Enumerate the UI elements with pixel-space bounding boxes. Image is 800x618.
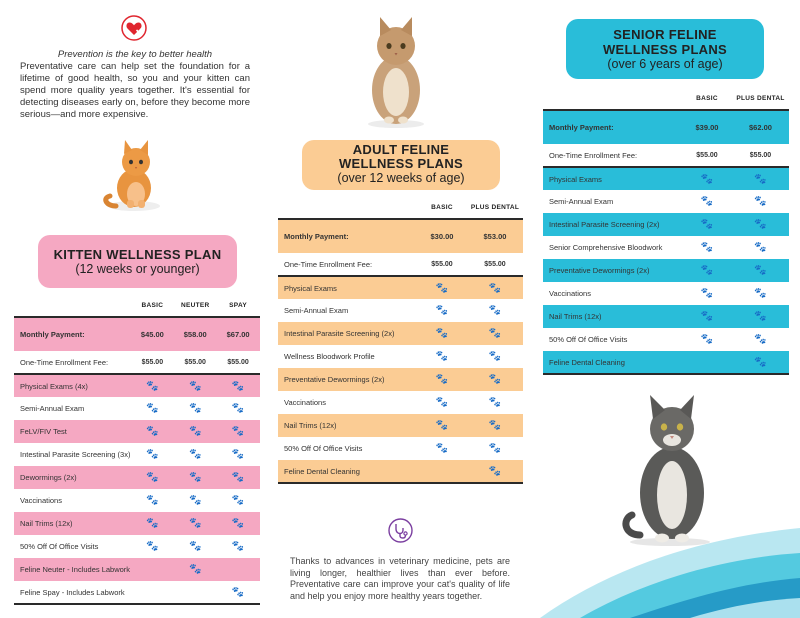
included-cell bbox=[174, 489, 216, 512]
intro-body: Preventative care can help set the foundation for a lifetime of good health, so you and your kitten can spend more quality years together. It's essential for detecting diseases early on, before they become more serious—and more expensive. bbox=[20, 61, 250, 120]
paw-icon: 🐾 bbox=[488, 465, 502, 477]
price-cell: $67.00 bbox=[216, 317, 260, 351]
adult-plan-table bbox=[278, 197, 523, 484]
table-row bbox=[543, 236, 789, 259]
price-cell: $30.00 bbox=[417, 219, 467, 253]
included-cell bbox=[732, 328, 789, 351]
row-label: Wellness Bloodwork Profile bbox=[284, 352, 375, 361]
row-label: Feline Spay - Includes Labwork bbox=[20, 587, 125, 597]
row-label: Preventative Dewormings (2x) bbox=[278, 368, 417, 391]
row-label: Semi-Annual Exam bbox=[549, 197, 614, 206]
paw-icon: 🐾 bbox=[488, 397, 502, 408]
adult-plan-header bbox=[302, 140, 500, 190]
included-cell bbox=[467, 345, 523, 368]
row-label: Feline Neuter - Includes Labwork bbox=[14, 558, 130, 581]
included-cell bbox=[174, 420, 216, 443]
included-cell bbox=[467, 414, 523, 437]
paw-icon: 🐾 bbox=[146, 495, 159, 506]
included-cell bbox=[732, 190, 789, 213]
included-cell bbox=[130, 581, 174, 604]
included-cell bbox=[417, 368, 467, 391]
row-label: 50% Off Of Office Visits bbox=[284, 444, 363, 453]
price-cell: $53.00 bbox=[467, 219, 523, 253]
paw-icon: 🐾 bbox=[189, 403, 202, 414]
price-cell: $55.00 bbox=[227, 358, 249, 366]
paw-icon: 🐾 bbox=[146, 380, 159, 392]
included-cell bbox=[417, 299, 467, 322]
price-cell: $45.00 bbox=[130, 317, 174, 351]
fluffy-cat-illustration bbox=[360, 14, 430, 129]
price-cell: $58.00 bbox=[174, 317, 216, 351]
included-cell bbox=[174, 397, 216, 420]
included-cell bbox=[732, 213, 789, 236]
row-label: Nail Trims (12x) bbox=[543, 305, 682, 328]
included-cell bbox=[174, 535, 216, 558]
row-label: Intestinal Parasite Screening (2x) bbox=[278, 322, 417, 345]
included-cell bbox=[417, 391, 467, 414]
included-cell bbox=[682, 190, 732, 213]
table-row bbox=[543, 259, 789, 282]
row-label: Senior Comprehensive Bloodwork bbox=[549, 243, 663, 252]
table-row bbox=[14, 535, 260, 558]
table-row bbox=[14, 466, 260, 489]
kitten-plan-subtitle: (12 weeks or younger) bbox=[75, 262, 200, 276]
table-row bbox=[14, 558, 260, 581]
row-label: Physical Exams bbox=[543, 167, 682, 190]
column-header: PLUS DENTAL bbox=[736, 95, 785, 102]
price-cell: $55.00 bbox=[696, 151, 718, 159]
paw-icon: 🐾 bbox=[754, 242, 767, 253]
paw-icon: 🐾 bbox=[488, 282, 502, 294]
table-row bbox=[278, 414, 523, 437]
row-label: Preventative Dewormings (2x) bbox=[543, 259, 682, 282]
paw-icon: 🐾 bbox=[488, 328, 502, 339]
senior-plan-title-line2: WELLNESS PLANS bbox=[602, 42, 728, 57]
table-row bbox=[278, 460, 523, 483]
included-cell bbox=[417, 437, 467, 460]
row-label: Nail Trims (12x) bbox=[14, 512, 130, 535]
paw-icon: 🐾 bbox=[754, 196, 767, 207]
included-cell bbox=[130, 558, 174, 581]
included-cell bbox=[216, 558, 260, 581]
price-cell: $55.00 bbox=[431, 260, 453, 268]
paw-icon: 🐾 bbox=[189, 564, 202, 575]
orange-kitten-illustration bbox=[100, 134, 170, 214]
row-label: Intestinal Parasite Screening (2x) bbox=[543, 213, 682, 236]
paw-icon: 🐾 bbox=[700, 334, 714, 345]
table-row bbox=[543, 351, 789, 374]
paw-icon: 🐾 bbox=[754, 311, 767, 322]
paw-icon: 🐾 bbox=[231, 449, 245, 460]
row-label: Vaccinations bbox=[20, 496, 62, 505]
included-cell bbox=[682, 167, 732, 190]
included-cell bbox=[417, 414, 467, 437]
row-label: Physical Exams (4x) bbox=[14, 374, 130, 397]
paw-icon: 🐾 bbox=[754, 356, 767, 368]
paw-icon: 🐾 bbox=[189, 449, 202, 460]
included-cell bbox=[732, 282, 789, 305]
row-label: One-Time Enrollment Fee: bbox=[549, 150, 638, 160]
table-row bbox=[543, 190, 789, 213]
paw-icon: 🐾 bbox=[700, 311, 714, 322]
paw-icon: 🐾 bbox=[231, 586, 245, 598]
row-label: Monthly Payment: bbox=[278, 219, 417, 253]
column-header: BASIC bbox=[431, 204, 453, 211]
included-cell bbox=[732, 305, 789, 328]
column-header: SPAY bbox=[229, 302, 247, 309]
paw-icon: 🐾 bbox=[754, 173, 767, 185]
paw-icon: 🐾 bbox=[189, 380, 202, 392]
column-header: PLUS DENTAL bbox=[470, 204, 520, 211]
adult-plan-title: ADULT FELINE bbox=[352, 142, 450, 157]
table-row bbox=[14, 420, 260, 443]
paw-icon: 🐾 bbox=[189, 426, 202, 437]
row-label: One-Time Enrollment Fee: bbox=[284, 259, 373, 269]
paw-icon: 🐾 bbox=[700, 219, 714, 230]
adult-plan-title-line2: WELLNESS PLANS bbox=[338, 156, 464, 171]
paw-icon: 🐾 bbox=[488, 443, 502, 454]
included-cell bbox=[174, 466, 216, 489]
row-label: Vaccinations bbox=[549, 289, 591, 298]
included-cell bbox=[216, 420, 260, 443]
senior-plan-title: SENIOR FELINE bbox=[613, 27, 717, 42]
included-cell bbox=[467, 299, 523, 322]
included-cell bbox=[216, 466, 260, 489]
price-cell: $39.00 bbox=[682, 110, 732, 144]
price-cell: $62.00 bbox=[732, 110, 789, 144]
table-row bbox=[543, 282, 789, 305]
row-label: 50% Off Of Office Visits bbox=[20, 542, 99, 551]
table-row bbox=[14, 443, 260, 466]
table-row bbox=[543, 328, 789, 351]
kitten-plan-title: KITTEN WELLNESS PLAN bbox=[53, 247, 222, 262]
included-cell bbox=[174, 558, 216, 581]
row-label: Monthly Payment: bbox=[543, 110, 682, 144]
table-row bbox=[14, 374, 260, 397]
included-cell bbox=[467, 437, 523, 460]
enrollment-fee-row bbox=[278, 253, 523, 276]
included-cell bbox=[467, 391, 523, 414]
table-row bbox=[14, 512, 260, 535]
paw-icon: 🐾 bbox=[435, 351, 449, 362]
paw-icon: 🐾 bbox=[700, 196, 714, 207]
included-cell bbox=[130, 489, 174, 512]
senior-plan-header bbox=[566, 19, 764, 79]
kitten-plan-header bbox=[38, 235, 237, 288]
paw-icon: 🐾 bbox=[435, 282, 449, 294]
table-row bbox=[14, 489, 260, 512]
row-label: Semi-Annual Exam bbox=[20, 404, 85, 413]
paw-icon: 🐾 bbox=[189, 518, 202, 529]
paw-icon: 🐾 bbox=[754, 219, 767, 230]
included-cell bbox=[417, 276, 467, 299]
table-row bbox=[278, 391, 523, 414]
paw-icon: 🐾 bbox=[231, 518, 245, 529]
included-cell bbox=[732, 167, 789, 190]
included-cell bbox=[682, 351, 732, 374]
included-cell bbox=[732, 236, 789, 259]
included-cell bbox=[682, 282, 732, 305]
paw-icon: 🐾 bbox=[488, 374, 502, 385]
monthly-payment-row bbox=[14, 317, 260, 351]
row-label: Monthly Payment: bbox=[14, 317, 130, 351]
table-row bbox=[543, 167, 789, 190]
intro-title: Prevention is the key to better health bbox=[57, 49, 213, 60]
price-cell: $55.00 bbox=[749, 151, 772, 159]
paw-icon: 🐾 bbox=[231, 495, 245, 506]
row-label: Nail Trims (12x) bbox=[278, 414, 417, 437]
paw-icon: 🐾 bbox=[754, 265, 767, 276]
paw-icon: 🐾 bbox=[231, 380, 245, 392]
enrollment-fee-row bbox=[14, 351, 260, 374]
price-cell: $55.00 bbox=[484, 260, 506, 268]
included-cell bbox=[174, 374, 216, 397]
footer-text: Thanks to advances in veterinary medicine, pets are living longer, healthier lives than ever before. Preventative care can improve your cat's quality of life and help you enjoy more healthy years together. bbox=[290, 556, 510, 601]
senior-plan-table bbox=[543, 88, 789, 375]
included-cell bbox=[216, 489, 260, 512]
paw-icon: 🐾 bbox=[189, 495, 202, 506]
table-row bbox=[543, 213, 789, 236]
row-label: Feline Dental Cleaning bbox=[278, 460, 417, 483]
enrollment-fee-row bbox=[543, 144, 789, 167]
included-cell bbox=[732, 351, 789, 374]
included-cell bbox=[174, 512, 216, 535]
included-cell bbox=[682, 259, 732, 282]
price-cell: $55.00 bbox=[141, 358, 164, 366]
included-cell bbox=[467, 322, 523, 345]
paw-icon: 🐾 bbox=[146, 541, 159, 552]
paw-icon: 🐾 bbox=[146, 426, 159, 437]
paw-icon: 🐾 bbox=[189, 541, 202, 552]
table-row bbox=[278, 322, 523, 345]
included-cell bbox=[467, 368, 523, 391]
included-cell bbox=[467, 276, 523, 299]
row-label: Vaccinations bbox=[284, 398, 326, 407]
kitten-plan-table bbox=[14, 295, 260, 605]
monthly-payment-row bbox=[278, 219, 523, 253]
row-label: Intestinal Parasite Screening (3x) bbox=[20, 450, 131, 459]
paw-icon: 🐾 bbox=[146, 403, 159, 414]
table-row bbox=[543, 305, 789, 328]
paw-icon: 🐾 bbox=[700, 242, 714, 253]
included-cell bbox=[174, 443, 216, 466]
paw-icon: 🐾 bbox=[146, 472, 159, 483]
paw-icon: 🐾 bbox=[488, 305, 502, 316]
included-cell bbox=[130, 420, 174, 443]
included-cell bbox=[216, 512, 260, 535]
included-cell bbox=[682, 236, 732, 259]
included-cell bbox=[682, 305, 732, 328]
included-cell bbox=[417, 322, 467, 345]
row-label: One-Time Enrollment Fee: bbox=[20, 357, 109, 367]
included-cell bbox=[174, 581, 216, 604]
included-cell bbox=[732, 259, 789, 282]
paw-icon: 🐾 bbox=[700, 173, 714, 185]
paw-icon: 🐾 bbox=[488, 351, 502, 362]
paw-icon: 🐾 bbox=[435, 305, 449, 316]
paw-icon: 🐾 bbox=[754, 334, 767, 345]
paw-icon: 🐾 bbox=[435, 397, 449, 408]
included-cell bbox=[216, 581, 260, 604]
row-label: Physical Exams bbox=[278, 276, 417, 299]
paw-icon: 🐾 bbox=[146, 518, 159, 529]
included-cell bbox=[467, 460, 523, 483]
paw-icon: 🐾 bbox=[189, 472, 202, 483]
paw-icon: 🐾 bbox=[231, 472, 245, 483]
heart-check-icon bbox=[121, 15, 147, 41]
included-cell bbox=[682, 213, 732, 236]
paw-icon: 🐾 bbox=[488, 420, 502, 431]
row-label: FeLV/FIV Test bbox=[14, 420, 130, 443]
included-cell bbox=[130, 512, 174, 535]
paw-icon: 🐾 bbox=[146, 449, 159, 460]
included-cell bbox=[130, 374, 174, 397]
column-header: BASIC bbox=[141, 302, 164, 309]
included-cell bbox=[130, 443, 174, 466]
included-cell bbox=[216, 397, 260, 420]
senior-plan-subtitle: (over 6 years of age) bbox=[607, 57, 723, 71]
paw-icon: 🐾 bbox=[700, 265, 714, 276]
table-row bbox=[14, 397, 260, 420]
included-cell bbox=[216, 443, 260, 466]
included-cell bbox=[130, 397, 174, 420]
paw-icon: 🐾 bbox=[700, 288, 714, 299]
included-cell bbox=[417, 460, 467, 483]
paw-icon: 🐾 bbox=[435, 374, 449, 385]
paw-icon: 🐾 bbox=[435, 420, 449, 431]
included-cell bbox=[216, 535, 260, 558]
column-header: BASIC bbox=[696, 95, 718, 102]
paw-icon: 🐾 bbox=[231, 426, 245, 437]
paw-icon: 🐾 bbox=[231, 403, 245, 414]
paw-icon: 🐾 bbox=[435, 443, 449, 454]
paw-icon: 🐾 bbox=[435, 328, 449, 339]
row-label: 50% Off Of Office Visits bbox=[549, 335, 628, 344]
row-label: Dewormings (2x) bbox=[14, 466, 130, 489]
table-row bbox=[278, 345, 523, 368]
included-cell bbox=[130, 466, 174, 489]
column-header: NEUTER bbox=[180, 302, 210, 309]
included-cell bbox=[682, 328, 732, 351]
table-row bbox=[278, 276, 523, 299]
table-row bbox=[14, 581, 260, 604]
included-cell bbox=[216, 374, 260, 397]
paw-icon: 🐾 bbox=[754, 288, 767, 299]
included-cell bbox=[130, 535, 174, 558]
table-row bbox=[278, 368, 523, 391]
adult-plan-subtitle: (over 12 weeks of age) bbox=[337, 171, 465, 185]
price-cell: $55.00 bbox=[184, 358, 206, 366]
paw-icon: 🐾 bbox=[231, 541, 245, 552]
row-label: Feline Dental Cleaning bbox=[543, 351, 682, 374]
table-row bbox=[278, 299, 523, 322]
monthly-payment-row bbox=[543, 110, 789, 144]
stethoscope-icon bbox=[388, 518, 413, 543]
decorative-waves bbox=[520, 498, 800, 618]
table-row bbox=[278, 437, 523, 460]
row-label: Semi-Annual Exam bbox=[284, 306, 349, 315]
included-cell bbox=[417, 345, 467, 368]
